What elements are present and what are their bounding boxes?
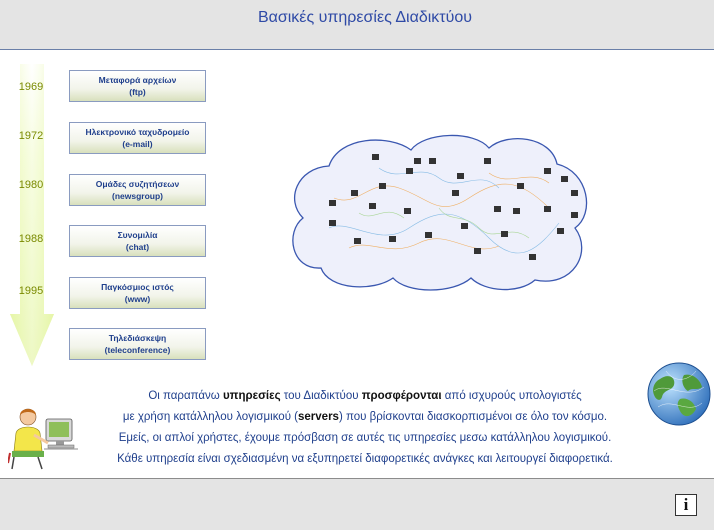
service-abbr: (teleconference): [104, 345, 171, 355]
internet-cloud-icon: [289, 128, 595, 293]
service-abbr: (www): [124, 294, 151, 304]
info-button[interactable]: [675, 494, 697, 516]
computer-user-icon: [8, 405, 80, 471]
description-text: [80, 386, 650, 470]
service-name: Παγκόσμιος ιστός: [101, 282, 174, 292]
timeline-year: 1995: [18, 285, 44, 297]
description-line-3: Εμείς, οι απλοί χρήστες, έχουμε πρόσβαση σε αυτές τις υπηρεσίες μεσω κατάλληλου λογισμικού.: [118, 432, 612, 444]
timeline-arrow-icon: [10, 64, 54, 368]
service-abbr: (ftp): [129, 87, 146, 97]
service-button-ftp[interactable]: [69, 70, 206, 102]
info-icon: i: [683, 495, 689, 514]
service-name: Τηλεδιάσκεψη: [108, 333, 167, 343]
globe-icon: [646, 361, 712, 427]
service-button-newsgroup[interactable]: [69, 174, 206, 206]
timeline-year: 1969: [18, 81, 44, 93]
header-bar: [0, 0, 714, 50]
description-line-1: Οι παραπάνω υπηρεσίες του Διαδικτύου προσφέρονται από ισχυρούς υπολογιστές: [148, 390, 582, 402]
timeline-year: 1972: [18, 130, 44, 142]
timeline-year: 1980: [18, 179, 44, 191]
service-name: Ηλεκτρονικό ταχυδρομείο: [85, 127, 190, 137]
service-name: Ομάδες συζητήσεων: [95, 179, 180, 189]
service-abbr: (newsgroup): [112, 191, 163, 201]
service-button-email[interactable]: [69, 122, 206, 154]
service-button-chat[interactable]: [69, 225, 206, 257]
service-name: Συνομιλία: [117, 230, 158, 240]
description-line-2: με χρήση κατάλληλου λογισμικού (servers) που βρίσκονται διασκορπισμένοι σε όλο τον κόσμο.: [122, 411, 608, 423]
service-button-teleconference[interactable]: [69, 328, 206, 360]
service-button-www[interactable]: [69, 277, 206, 309]
service-abbr: (chat): [125, 242, 150, 252]
service-name: Μεταφορά αρχείων: [98, 75, 177, 85]
page-title: Βασικές υπηρεσίες Διαδικτύου: [257, 9, 473, 26]
footer-bar: [0, 478, 714, 530]
timeline-year: 1988: [18, 233, 44, 245]
service-abbr: (e-mail): [122, 139, 153, 149]
description-line-4: Κάθε υπηρεσία είναι σχεδιασμένη να εξυπηρετεί διαφορετικές ανάγκες και λειτουργεί διαφορετικά.: [117, 453, 613, 465]
